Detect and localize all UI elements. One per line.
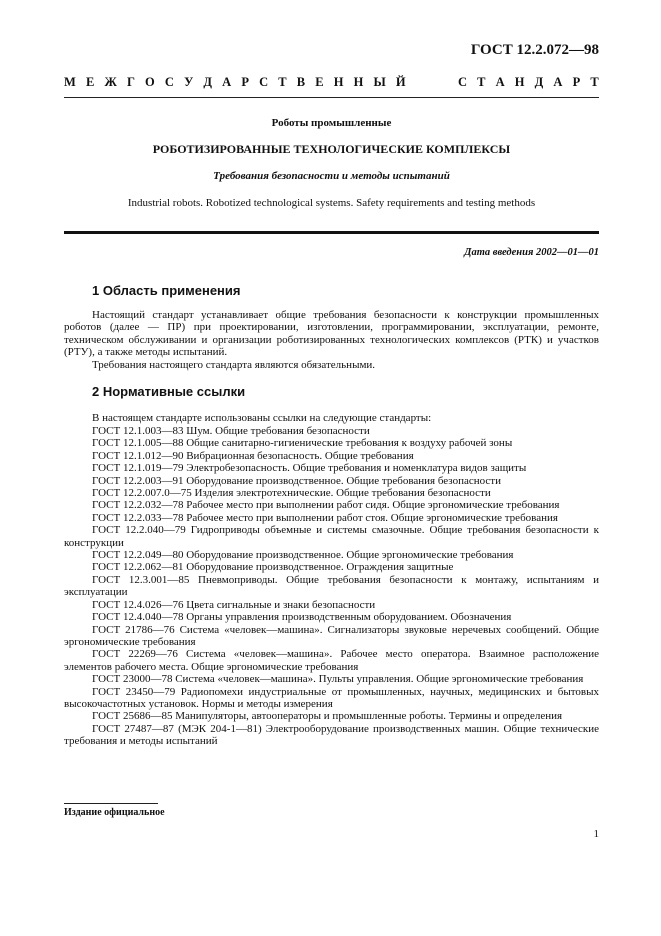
title-english: Industrial robots. Robotized technological systems. Safety requirements and testing methods — [127, 197, 536, 209]
standard-letter: А — [553, 75, 563, 89]
reference-item: ГОСТ 23450—79 Радиопомехи индустриальные от промышленных, научных, медицинских и бытовых высокочастотных установок. Нормы и методы измерения — [64, 685, 599, 710]
intro-date: Дата введения 2002—01—01 — [464, 247, 599, 258]
title-line-1: Роботы промышленные — [271, 117, 392, 129]
edition-label: Издание официальное — [64, 807, 165, 818]
interstate-letter: С — [164, 75, 174, 89]
references-intro: В настоящем стандарте использованы ссылки на следующие стандарты: — [92, 412, 432, 424]
references-list — [64, 425, 599, 748]
interstate-letter: В — [296, 75, 306, 89]
standard-letter: Т — [477, 75, 486, 89]
interstate-letter: О — [145, 75, 155, 89]
interstate-letter: Ы — [373, 75, 386, 89]
title-line-2: РОБОТИЗИРОВАННЫЕ ТЕХНОЛОГИЧЕСКИЕ КОМПЛЕКСЫ — [152, 142, 511, 156]
section-1-heading: 1 Область применения — [92, 283, 241, 298]
interstate-letter: Н — [333, 75, 344, 89]
reference-item: ГОСТ 12.2.007.0—75 Изделия электротехнические. Общие требования безопасности — [92, 487, 491, 500]
interstate-letter: Й — [395, 75, 406, 89]
interstate-letter: Т — [278, 75, 287, 89]
reference-item: ГОСТ 22269—76 Система «человек—машина». Рабочее место оператора. Взаимное расположение элементов рабочего места. Общие эргономические требования — [64, 648, 599, 673]
section-1-paragraph-2: Требования настоящего стандарта являются обязательными. — [92, 359, 376, 371]
standard-letter: Т — [590, 75, 599, 89]
reference-item: ГОСТ 12.2.049—80 Оборудование производственное. Общие эргономические требования — [92, 549, 514, 562]
interstate-standard-banner — [64, 75, 599, 90]
interstate-letter: У — [184, 75, 194, 89]
reference-item: ГОСТ 25686—85 Манипуляторы, автооператоры и промышленные роботы. Термины и определения — [92, 710, 563, 723]
title-line-3: Требования безопасности и методы испытаний — [213, 170, 450, 182]
interstate-letter: Е — [85, 75, 95, 89]
interstate-letter: Н — [353, 75, 364, 89]
interstate-letter: Е — [315, 75, 324, 89]
reference-item: ГОСТ 12.2.062—81 Оборудование производственное. Ограждения защитные — [92, 561, 454, 574]
interstate-letter: М — [64, 75, 76, 89]
gost-code: ГОСТ 12.2.072—98 — [470, 42, 599, 58]
standard-letter: Н — [514, 75, 525, 89]
reference-item: ГОСТ 21786—76 Система «человек—машина». Сигнализаторы звуковые неречевых сообщений. Общие эргономические требования — [64, 623, 599, 648]
reference-item: ГОСТ 27487—87 (МЭК 204-1—81) Электрооборудование производственных машин. Общие технические требования и методы испытаний — [64, 722, 599, 748]
reference-item: ГОСТ 12.1.003—83 Шум. Общие требования безопасности — [92, 425, 370, 437]
header-rule — [64, 97, 599, 98]
title-rule — [64, 231, 599, 234]
section-2-heading: 2 Нормативные ссылки — [92, 384, 246, 399]
section-1-paragraph-1: Настоящий стандарт устанавливает общие требования безопасности к конструкции промышленных роботов (далее — ПР) при проектировании, изготовлении, программировании, эксплуатации, ремонте, техническом обслуживании и организации роботизированных технологических комплексов (РТК) и участков (РТУ), а также методы испытаний. — [64, 309, 599, 359]
interstate-letter: Д — [203, 75, 213, 89]
reference-item: ГОСТ 23000—78 Система «человек—машина». Пульты управления. Общие эргономические требования — [92, 673, 584, 686]
reference-item: ГОСТ 12.1.012—90 Вибрационная безопасность. Общие требования — [92, 449, 414, 462]
reference-item: ГОСТ 12.2.040—79 Гидроприводы объемные и системы смазочные. Общие требования безопасности к конструкции — [64, 524, 599, 549]
page-number: 1 — [593, 828, 599, 840]
edition-rule — [64, 803, 158, 804]
standard-letter: А — [495, 75, 505, 89]
reference-item: ГОСТ 12.2.003—91 Оборудование производственное. Общие требования безопасности — [92, 474, 501, 487]
standard-letter: С — [457, 75, 467, 89]
interstate-letter: Ж — [104, 75, 117, 89]
reference-item: ГОСТ 12.2.032—78 Рабочее место при выполнении работ сидя. Общие эргономические требования — [92, 499, 560, 512]
standard-letter: Д — [534, 75, 544, 89]
reference-item: ГОСТ 12.2.033—78 Рабочее место при выполнении работ стоя. Общие эргономические требования — [92, 511, 558, 524]
reference-item: ГОСТ 12.3.001—85 Пневмоприводы. Общие требования безопасности к монтажу, испытаниям и эксплуатации — [64, 573, 599, 599]
reference-item: ГОСТ 12.4.040—78 Органы управления производственным оборудованием. Обозначения — [92, 611, 512, 624]
standard-letter: Р — [572, 75, 581, 89]
interstate-letter: С — [259, 75, 269, 89]
reference-item: ГОСТ 12.1.019—79 Электробезопасность. Общие требования и номенклатура видов защиты — [92, 462, 527, 475]
banner-gap — [416, 75, 448, 90]
interstate-letter: Р — [241, 75, 249, 89]
reference-item: ГОСТ 12.4.026—76 Цвета сигнальные и знаки безопасности — [92, 598, 376, 611]
reference-item: ГОСТ 12.1.005—88 Общие санитарно-гигиенические требования к воздуху рабочей зоны — [92, 437, 513, 450]
interstate-letter: А — [222, 75, 232, 89]
interstate-letter: Г — [126, 75, 135, 89]
